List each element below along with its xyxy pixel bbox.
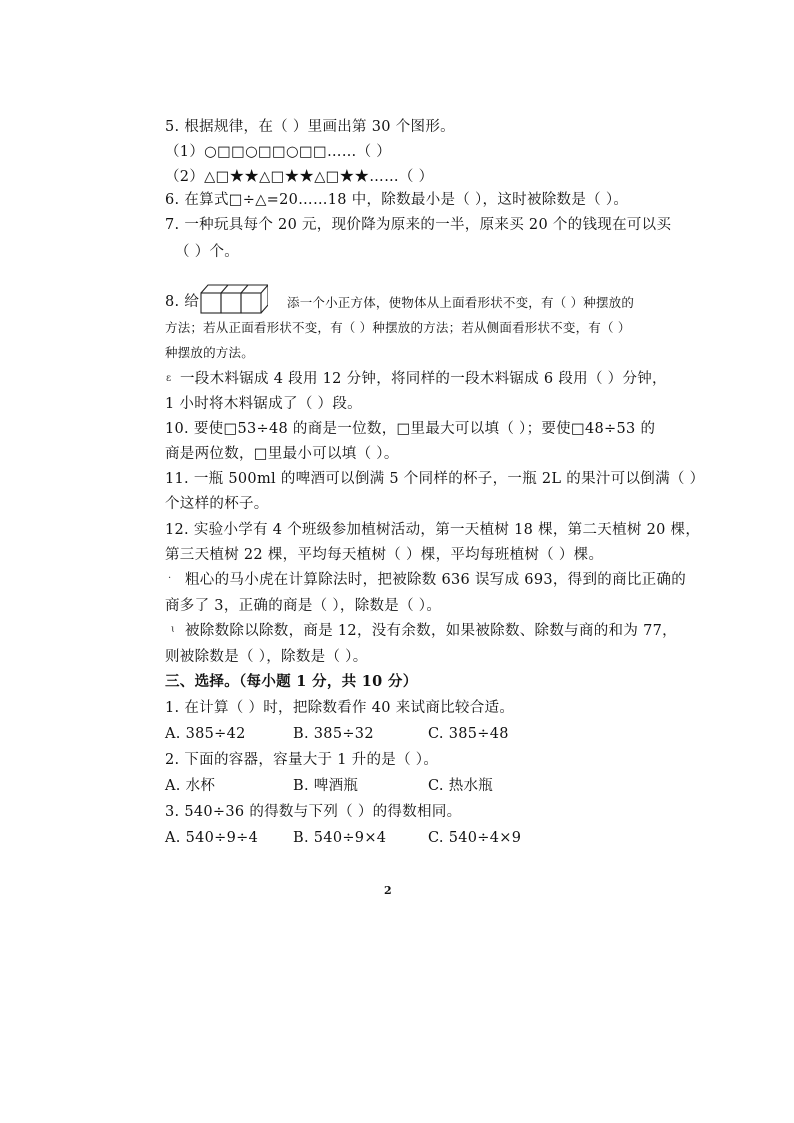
q13-line1: 粗心的马小虎在计算除法时，把被除数 636 误写成 693，得到的商比正确的	[185, 572, 687, 588]
q9-line1: 一段木料锯成 4 段用 12 分钟，将同样的一段木料锯成 6 段用（ ）分钟，	[180, 371, 667, 387]
q14-mark: ɩ	[171, 624, 175, 635]
choice3-option-b: B. 540÷9×4	[293, 830, 387, 846]
q8-line2: 方法；若从正面看形状不变，有（ ）种摆放的方法；若从侧面看形状不变，有（ ）	[165, 320, 631, 335]
q5-sub1: （1）○□□○□□○□□……（ ）	[165, 144, 392, 160]
section3-title: 三、选择。（每小题 1 分，共 10 分）	[165, 673, 418, 690]
choice3-option-c: C. 540÷4×9	[428, 830, 522, 846]
q9-line2: 1 小时将木料锯成了（ ）段。	[165, 396, 362, 412]
q5-stem: 5. 根据规律，在（ ）里画出第 30 个图形。	[165, 119, 455, 135]
q9-mark: ɛ	[166, 373, 172, 384]
choice1-option-c: C. 385÷48	[428, 726, 509, 742]
q8-line3: 种摆放的方法。	[165, 345, 254, 360]
q8-prefix: 8. 给	[165, 294, 200, 310]
three-cubes-figure-icon	[200, 283, 268, 315]
choice2-option-b: B. 啤酒瓶	[293, 778, 359, 794]
q13-line2: 商多了 3，正确的商是（ ），除数是（ ）。	[165, 598, 442, 614]
choice1-stem: 1. 在计算（ ）时，把除数看作 40 来试商比较合适。	[165, 700, 515, 716]
q12-line2: 第三天植树 22 棵，平均每天植树（ ）棵，平均每班植树（ ）棵。	[165, 547, 604, 563]
choice1-option-a: A. 385÷42	[165, 726, 246, 742]
page-number: 2	[384, 884, 392, 897]
q6: 6. 在算式□÷△=20……18 中，除数最小是（ ），这时被除数是（ ）。	[165, 192, 629, 208]
choice3-stem: 3. 540÷36 的得数与下列（ ）的得数相同。	[165, 804, 462, 820]
choice3-option-a: A. 540÷9÷4	[165, 830, 259, 846]
q13-mark: ·	[168, 573, 172, 584]
choice2-option-a: A. 水杯	[165, 778, 216, 794]
choice2-option-c: C. 热水瓶	[428, 778, 494, 794]
choice2-stem: 2. 下面的容器，容量大于 1 升的是（ ）。	[165, 752, 439, 768]
choice1-option-b: B. 385÷32	[293, 726, 374, 742]
q7-line1: 7. 一种玩具每个 20 元，现价降为原来的一半，原来买 20 个的钱现在可以买	[165, 217, 672, 233]
q10-line2: 商是两位数，□里最小可以填（ ）。	[165, 446, 399, 462]
q12-line1: 12. 实验小学有 4 个班级参加植树活动，第一天植树 18 棵，第二天植树 20 棵，	[165, 522, 701, 538]
q7-line2: （ ）个。	[175, 244, 240, 260]
q11-line1: 11. 一瓶 500ml 的啤酒可以倒满 5 个同样的杯子，一瓶 2L 的果汁可以倒满（ ）	[165, 471, 705, 487]
q14-line1: 被除数除以除数，商是 12，没有余数，如果被除数、除数与商的和为 77，	[185, 623, 677, 639]
q5-sub2: （2）△□★★△□★★△□★★……（ ）	[165, 169, 434, 185]
q14-line2: 则被除数是（ ），除数是（ ）。	[165, 649, 368, 665]
q8-line1: 添一个小正方体，使物体从上面看形状不变，有（ ）种摆放的	[287, 295, 635, 310]
q10-line1: 10. 要使□53÷48 的商是一位数，□里最大可以填（ ）；要使□48÷53 的	[165, 421, 656, 437]
q11-line2: 个这样的杯子。	[165, 496, 269, 512]
